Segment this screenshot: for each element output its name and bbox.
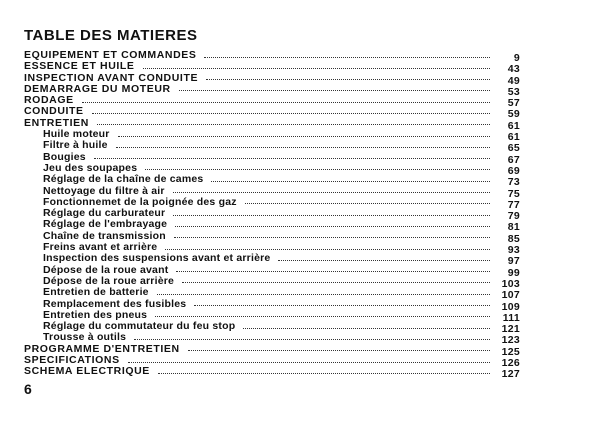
toc-entry-page: 43 — [507, 63, 520, 76]
toc-entry-page: 77 — [507, 198, 520, 211]
toc-entry-page: 126 — [501, 357, 520, 370]
toc-entry-page: 79 — [507, 210, 520, 223]
toc-subentry — [24, 139, 520, 155]
toc-entry-label: Chaîne de transmission — [43, 229, 166, 242]
toc-entry-label: ENTRETIEN — [24, 116, 89, 129]
dot-leader — [94, 158, 490, 159]
toc-entry-page: 123 — [501, 334, 520, 347]
dot-leader — [143, 68, 490, 69]
page-number: 6 — [24, 381, 32, 397]
dot-leader — [97, 124, 490, 125]
toc-entry-page: 59 — [507, 108, 520, 121]
dot-leader — [128, 362, 490, 363]
toc-entry — [24, 105, 520, 121]
dot-leader — [245, 203, 490, 204]
toc-entry-label: DEMARRAGE DU MOTEUR — [24, 82, 171, 95]
toc-entry-page: 85 — [507, 232, 520, 245]
toc-entry-page: 75 — [507, 187, 520, 200]
toc-entry-page: 61 — [507, 119, 520, 132]
toc-entry-label: PROGRAMME D'ENTRETIEN — [24, 342, 180, 355]
toc-entry-label: ESSENCE ET HUILE — [24, 60, 135, 73]
toc-entry-label: Entretien de batterie — [43, 286, 149, 299]
dot-leader — [278, 260, 490, 261]
toc-entry-page: 53 — [507, 85, 520, 98]
toc-entry-label: CONDUITE — [24, 105, 84, 118]
dot-leader — [116, 147, 490, 148]
dot-leader — [206, 79, 490, 80]
toc-entry — [24, 94, 520, 110]
toc-entry-page: 111 — [502, 311, 520, 324]
dot-leader — [176, 271, 490, 272]
toc-entry-label: INSPECTION AVANT CONDUITE — [24, 71, 199, 84]
toc-entry-label: Remplacement des fusibles — [43, 297, 187, 310]
toc-entry-page: 9 — [513, 52, 520, 64]
toc-entry-label: RODAGE — [24, 94, 74, 107]
toc-entry-label: Inspection des suspensions avant et arrière — [43, 252, 271, 265]
dot-leader — [175, 226, 490, 227]
dot-leader — [173, 215, 490, 216]
toc-entry-label: Huile moteur — [43, 128, 110, 141]
dot-leader — [179, 90, 490, 91]
toc-entry-label: Réglage du carburateur — [43, 207, 166, 220]
toc-entry-label: SCHEMA ELECTRIQUE — [24, 365, 150, 378]
page-title: TABLE DES MATIERES — [24, 27, 198, 44]
toc-entry-page: 121 — [501, 323, 520, 336]
toc-entry-label: Jeu des soupapes — [43, 161, 138, 174]
dot-leader — [211, 181, 490, 182]
dot-leader — [182, 282, 490, 283]
dot-leader — [188, 350, 490, 351]
dot-leader — [174, 237, 490, 238]
dot-leader — [165, 249, 490, 250]
toc-entry-page: 67 — [507, 153, 520, 166]
table-of-contents — [24, 49, 520, 381]
toc-entry — [24, 82, 520, 98]
toc-entry-label: Dépose de la roue avant — [43, 263, 169, 276]
dot-leader — [158, 373, 490, 374]
dot-leader — [145, 169, 490, 170]
toc-entry-label: Dépose de la roue arrière — [43, 274, 175, 287]
toc-entry-label: Réglage de l'embrayage — [43, 218, 168, 231]
dot-leader — [118, 136, 490, 137]
toc-entry-page: 61 — [507, 131, 520, 144]
toc-entry-page: 103 — [501, 277, 520, 290]
toc-entry-page: 125 — [501, 345, 520, 358]
toc-entry-page: 109 — [501, 300, 520, 313]
toc-entry — [24, 365, 520, 381]
toc-entry-page: 127 — [501, 368, 520, 381]
toc-entry-page: 97 — [507, 255, 520, 268]
toc-entry-page: 73 — [507, 176, 520, 189]
toc-entry-page: 69 — [507, 164, 520, 177]
dot-leader — [155, 316, 490, 317]
toc-entry-label: Réglage du commutateur du feu stop — [43, 320, 236, 333]
toc-entry-label: Filtre à huile — [43, 139, 108, 152]
toc-entry-label: Bougies — [43, 150, 86, 163]
toc-entry-label: Freins avant et arrière — [43, 241, 158, 254]
toc-entry-page: 107 — [501, 289, 520, 302]
toc-entry-label: Trousse à outils — [43, 331, 127, 344]
dot-leader — [204, 57, 490, 58]
toc-entry-page: 81 — [507, 221, 520, 234]
dot-leader — [92, 113, 490, 114]
toc-entry-page: 49 — [507, 74, 520, 87]
toc-entry-label: Réglage de la chaîne de cames — [43, 173, 204, 186]
dot-leader — [82, 102, 490, 103]
dot-leader — [173, 192, 490, 193]
dot-leader — [194, 305, 490, 306]
toc-entry-label: Entretien des pneus — [43, 308, 148, 321]
toc-entry-page: 57 — [507, 97, 520, 110]
dot-leader — [134, 339, 490, 340]
toc-entry-page: 93 — [507, 244, 520, 257]
toc-entry-label: Nettoyage du filtre à air — [43, 184, 165, 197]
toc-entry-label: EQUIPEMENT ET COMMANDES — [24, 49, 197, 61]
dot-leader — [157, 294, 490, 295]
dot-leader — [243, 328, 490, 329]
toc-entry-page: 99 — [507, 266, 520, 279]
toc-entry-label: Fonctionnemet de la poignée des gaz — [43, 195, 237, 208]
toc-entry-page: 65 — [507, 142, 520, 155]
toc-entry-label: SPECIFICATIONS — [24, 354, 120, 367]
